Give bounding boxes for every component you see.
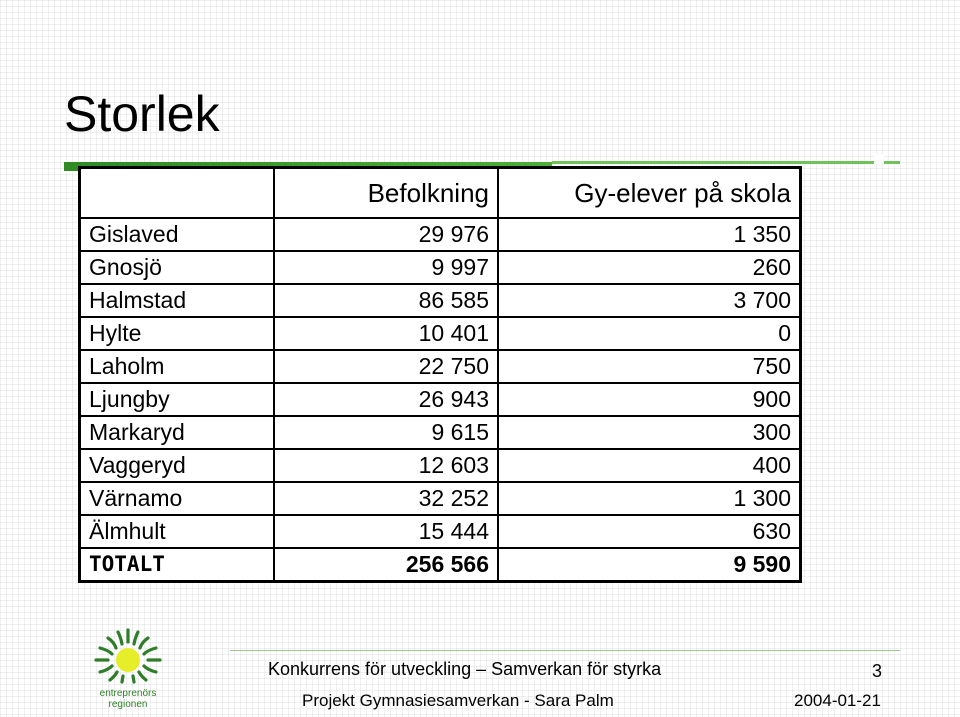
row-population: 86 585 (274, 284, 498, 317)
footer-project: Projekt Gymnasiesamverkan - Sara Palm (302, 691, 614, 710)
table-row (80, 383, 801, 416)
row-population: 29 976 (274, 218, 498, 251)
row-name: Hylte (80, 317, 275, 350)
row-population: 12 603 (274, 449, 498, 482)
table-row (80, 218, 801, 251)
row-students: 3 700 (498, 284, 801, 317)
row-name: Halmstad (80, 284, 275, 317)
row-name: Gnosjö (80, 251, 275, 284)
row-students: 300 (498, 416, 801, 449)
table-row (80, 350, 801, 383)
row-name: Markaryd (80, 416, 275, 449)
page-number: 3 (872, 661, 883, 681)
footer-date: 2004-01-21 (794, 691, 881, 710)
table-total-row (80, 548, 801, 582)
total-name: TOTALT (80, 548, 275, 582)
total-population: 256 566 (274, 548, 498, 582)
title-underline-thin (552, 161, 900, 164)
table-row (80, 416, 801, 449)
row-name: Laholm (80, 350, 275, 383)
row-students: 1 300 (498, 482, 801, 515)
row-population: 22 750 (274, 350, 498, 383)
footer-tagline: Konkurrens för utveckling – Samverkan för styrka (268, 659, 662, 679)
slide-title: Storlek (64, 86, 220, 142)
row-students: 750 (498, 350, 801, 383)
row-name: Ljungby (80, 383, 275, 416)
row-population: 15 444 (274, 515, 498, 548)
table-row (80, 515, 801, 548)
table-row (80, 251, 801, 284)
row-population: 26 943 (274, 383, 498, 416)
row-students: 900 (498, 383, 801, 416)
header-students: Gy-elever på skola (498, 168, 801, 219)
table-row (80, 284, 801, 317)
footer-divider (230, 650, 900, 651)
table-header-row (80, 168, 801, 219)
row-name: Värnamo (80, 482, 275, 515)
row-population: 10 401 (274, 317, 498, 350)
logo-text-line2: regionen (108, 699, 148, 710)
row-students: 630 (498, 515, 801, 548)
table-row (80, 482, 801, 515)
row-population: 32 252 (274, 482, 498, 515)
row-students: 260 (498, 251, 801, 284)
row-name: Älmhult (80, 515, 275, 548)
header-population: Befolkning (274, 168, 498, 219)
table-row (80, 317, 801, 350)
municipality-table (78, 166, 802, 583)
logo-text-line1: entreprenörs (99, 688, 157, 699)
row-students: 0 (498, 317, 801, 350)
title-underline-square (874, 154, 884, 164)
row-population: 9 615 (274, 416, 498, 449)
table-row (80, 449, 801, 482)
entreprenors-regionen-logo-icon (88, 622, 168, 710)
row-name: Vaggeryd (80, 449, 275, 482)
row-students: 400 (498, 449, 801, 482)
header-name (80, 168, 275, 219)
row-population: 9 997 (274, 251, 498, 284)
row-name: Gislaved (80, 218, 275, 251)
row-students: 1 350 (498, 218, 801, 251)
total-students: 9 590 (498, 548, 801, 582)
